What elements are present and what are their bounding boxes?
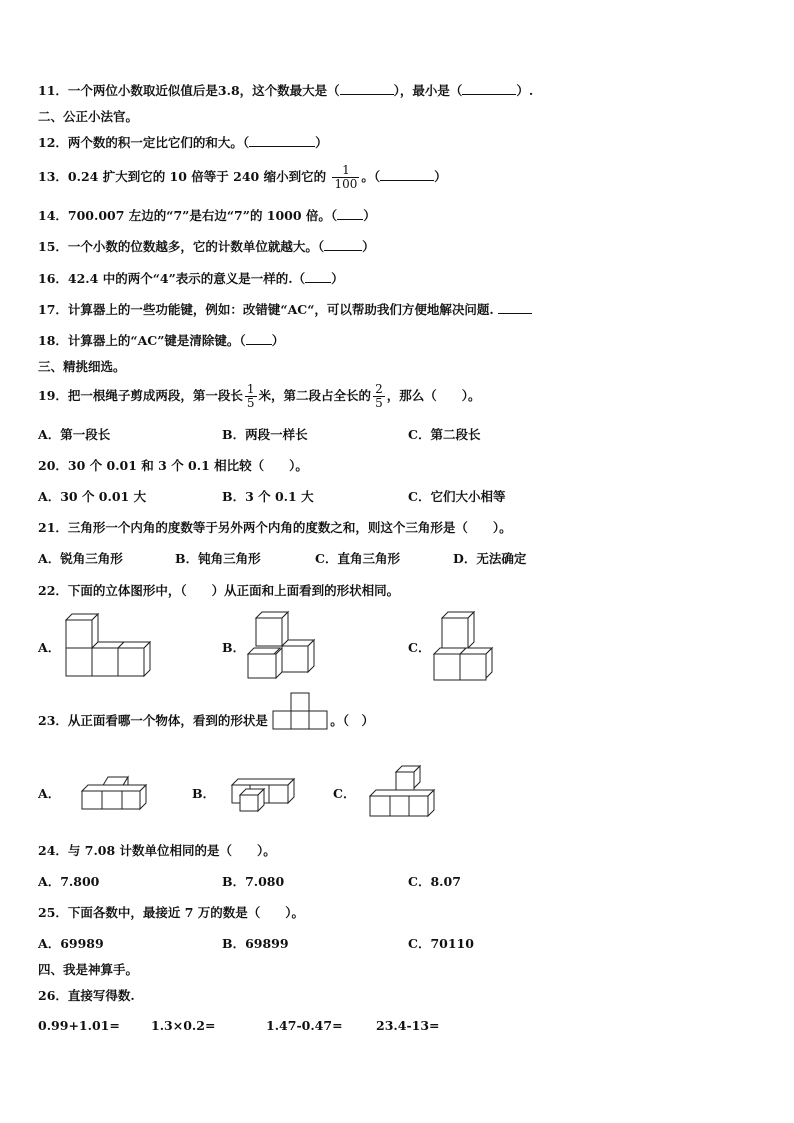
section-3-heading: 三、精挑细选。 xyxy=(38,359,126,374)
option-a[interactable]: A．30 个 0.01 大 xyxy=(38,489,147,504)
question-24: 24．与 7.08 计数单位相同的是（ ）。 xyxy=(38,843,276,858)
section-2-heading: 二、公正小法官。 xyxy=(38,109,139,124)
option-a[interactable]: A．7.800 xyxy=(38,874,100,889)
calc-item: 1.47-0.47= xyxy=(266,1018,343,1033)
calc-item: 23.4-13= xyxy=(376,1018,440,1033)
question-12: 12．两个数的积一定比它们的和大。（ ） xyxy=(38,135,328,150)
question-19: 19．把一根绳子剪成两段，第一段长 $\frac{1}{5}$ 米，第二段占全长的 $\frac{2}{5}$ ，那么（ ）。 xyxy=(38,382,481,410)
option-c[interactable]: C． xyxy=(408,640,431,655)
option-c[interactable]: C．8.07 xyxy=(408,874,461,889)
answer-blank[interactable] xyxy=(462,83,516,95)
option-b[interactable]: B．69899 xyxy=(222,936,289,951)
fraction: $\frac{1}{100}$ xyxy=(334,163,358,191)
front-view-shape xyxy=(272,692,330,730)
option-b[interactable]: B．7.080 xyxy=(222,874,285,889)
cube-figure-c xyxy=(430,610,498,682)
option-c[interactable]: C．70110 xyxy=(408,936,474,951)
question-14: 14．700.007 左边的“7”是右边“7”的 1000 倍。（ ） xyxy=(38,208,376,223)
option-d[interactable]: D．无法确定 xyxy=(453,551,527,566)
fraction: $\frac{2}{5}$ xyxy=(375,382,383,410)
section-4-heading: 四、我是神算手。 xyxy=(38,962,139,977)
answer-blank[interactable] xyxy=(337,208,363,220)
answer-blank[interactable] xyxy=(380,169,434,181)
question-25: 25．下面各数中，最接近 7 万的数是（ ）。 xyxy=(38,905,305,920)
option-c[interactable]: C． xyxy=(333,786,356,801)
answer-blank[interactable] xyxy=(324,239,362,251)
calc-item: 0.99+1.01= xyxy=(38,1018,120,1033)
option-b[interactable]: B． xyxy=(222,640,246,655)
question-18: 18．计算器上的“AC”键是清除键。（ ） xyxy=(38,333,285,348)
option-c[interactable]: C．它们大小相等 xyxy=(408,489,506,504)
question-20: 20．30 个 0.01 和 3 个 0.1 相比较（ ）。 xyxy=(38,458,308,473)
answer-blank[interactable] xyxy=(249,135,315,147)
cube-figure-a xyxy=(60,612,156,680)
cube-figure-23b xyxy=(210,765,302,815)
option-a[interactable]: A．69989 xyxy=(38,936,104,951)
answer-blank[interactable] xyxy=(498,302,532,314)
option-c[interactable]: C．直角三角形 xyxy=(315,551,400,566)
question-13: 13．0.24 扩大到它的 10 倍等于 240 缩小到它的 $\frac{1}{100}$ 。（ ） xyxy=(38,163,447,191)
cube-figure-23c xyxy=(362,762,442,820)
question-17: 17．计算器上的一些功能键，例如：改错键“AC“，可以帮助我们方便地解决问题. xyxy=(38,302,532,318)
cube-figure-23a xyxy=(76,765,162,813)
question-11: 11．一个两位小数取近似值后是3.8，这个数最大是（ ），最小是（ ）. xyxy=(38,83,534,98)
question-23: 23．从正面看哪一个物体，看到的形状是 。（ ） xyxy=(38,713,374,730)
question-22: 22．下面的立体图形中，（ ）从正面和上面看到的形状相同。 xyxy=(38,583,400,598)
question-15: 15．一个小数的位数越多，它的计数单位就越大。（ ） xyxy=(38,239,375,254)
answer-blank[interactable] xyxy=(305,271,331,283)
option-b[interactable]: B．两段一样长 xyxy=(222,427,308,442)
option-a[interactable]: A． xyxy=(38,640,61,655)
option-b[interactable]: B．钝角三角形 xyxy=(175,551,261,566)
option-a[interactable]: A．第一段长 xyxy=(38,427,111,442)
answer-blank[interactable] xyxy=(246,333,272,345)
option-a[interactable]: A． xyxy=(38,786,61,801)
cube-figure-b xyxy=(246,610,320,680)
option-b[interactable]: B． xyxy=(192,786,216,801)
option-c[interactable]: C．第二段长 xyxy=(408,427,481,442)
question-26: 26．直接写得数. xyxy=(38,988,135,1003)
option-a[interactable]: A．锐角三角形 xyxy=(38,551,123,566)
question-16: 16．42.4 中的两个“4”表示的意义是一样的.（ ） xyxy=(38,271,344,286)
calc-item: 1.3×0.2= xyxy=(151,1018,216,1033)
option-b[interactable]: B．3 个 0.1 大 xyxy=(222,489,314,504)
fraction: $\frac{1}{5}$ xyxy=(246,382,255,410)
question-21: 21．三角形一个内角的度数等于另外两个内角的度数之和，则这个三角形是（ ）。 xyxy=(38,520,512,535)
answer-blank[interactable] xyxy=(340,83,394,95)
